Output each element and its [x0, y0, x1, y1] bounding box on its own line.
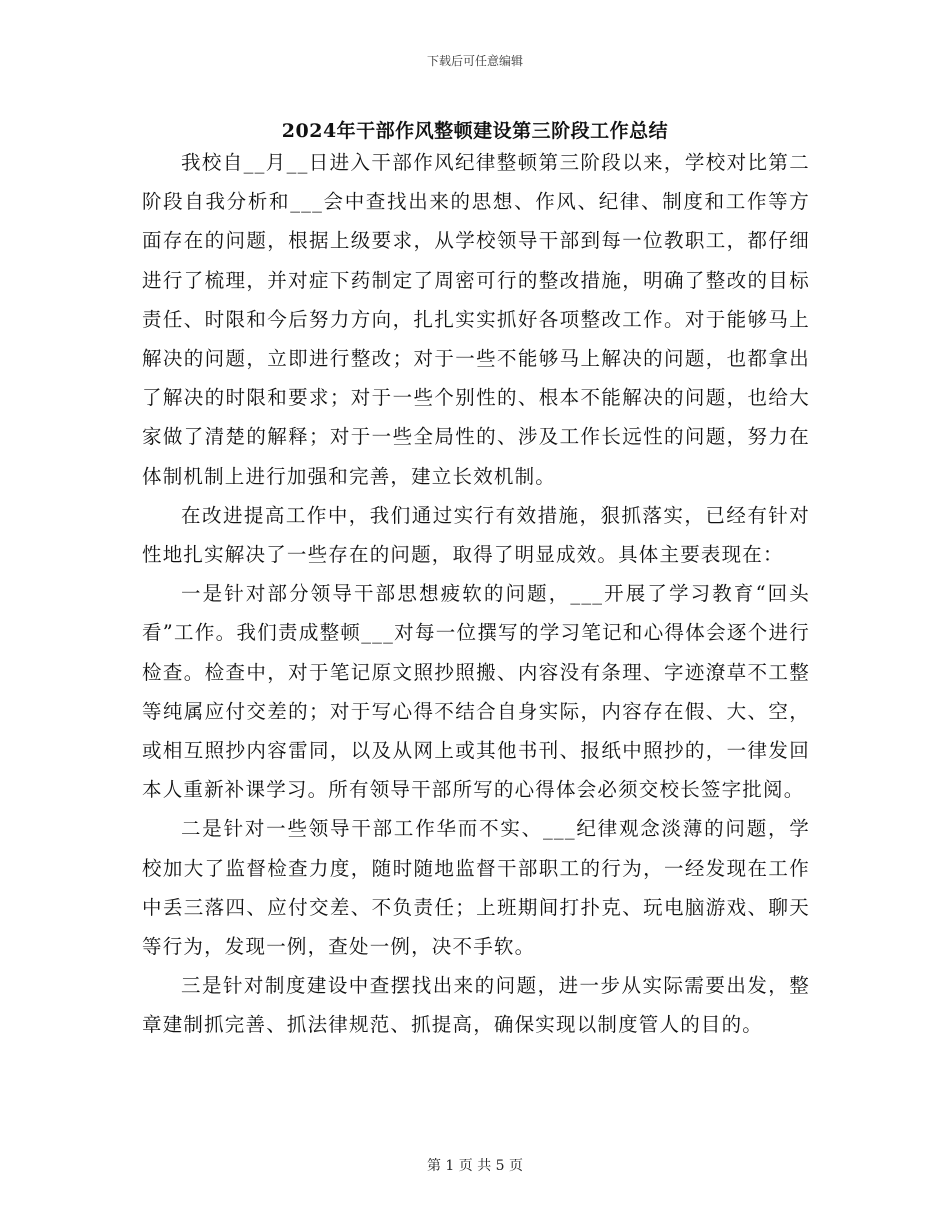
- paragraph-3: 一是针对部分领导干部思想疲软的问题，___开展了学习教育“回头看”工作。我们责成整顿___对每一位撰写的学习笔记和心得体会逐个进行检查。检查中，对于笔记原文照抄照搬、内容没有条理、字迹潦草不工整等纯属应付交差的；对于写心得不结合自身实际，内容存在假、大、空，或相互照抄内容雷同，以及从网上或其他书刊、报纸中照抄的，一律发回本人重新补课学习。所有领导干部所写的心得体会必须交校长签字批阅。: [142, 582, 810, 802]
- document-body: [142, 143, 810, 1045]
- page-footer: 第 1 页 共 5 页: [426, 1158, 524, 1174]
- paragraph-2: 在改进提高工作中，我们通过实行有效措施，狠抓落实，已经有针对性地扎实解决了一些存在的问题，取得了明显成效。具体主要表现在：: [142, 503, 810, 567]
- document-title: 2024年干部作风整顿建设第三阶段工作总结: [281, 120, 669, 142]
- paragraph-1: 我校自__月__日进入干部作风纪律整顿第三阶段以来，学校对比第二阶段自我分析和___会中查找出来的思想、作风、纪律、制度和工作等方面存在的问题，根据上级要求，从学校领导干部到每一位教职工，都仔细进行了梳理，并对症下药制定了周密可行的整改措施，明确了整改的目标责任、时限和今后努力方向，扎扎实实抓好各项整改工作。对于能够马上解决的问题，立即进行整改；对于一些不能够马上解决的问题，也都拿出了解决的时限和要求；对于一些个别性的、根本不能解决的问题，也给大家做了清楚的解释；对于一些全局性的、涉及工作长远性的问题，努力在体制机制上进行加强和完善，建立长效机制。: [142, 151, 810, 488]
- paragraph-4: 二是针对一些领导干部工作华而不实、___纪律观念淡薄的问题，学校加大了监督检查力度，随时随地监督干部职工的行为，一经发现在工作中丢三落四、应付交差、不负责任；上班期间打扑克、玩电脑游戏、聊天等行为，发现一例，查处一例，决不手软。: [142, 817, 810, 959]
- paragraph-5: 三是针对制度建设中查摆找出来的问题，进一步从实际需要出发，整章建制抓完善、抓法律规范、抓提高，确保实现以制度管人的目的。: [142, 974, 810, 1037]
- header-note: 下载后可任意编辑: [426, 54, 523, 68]
